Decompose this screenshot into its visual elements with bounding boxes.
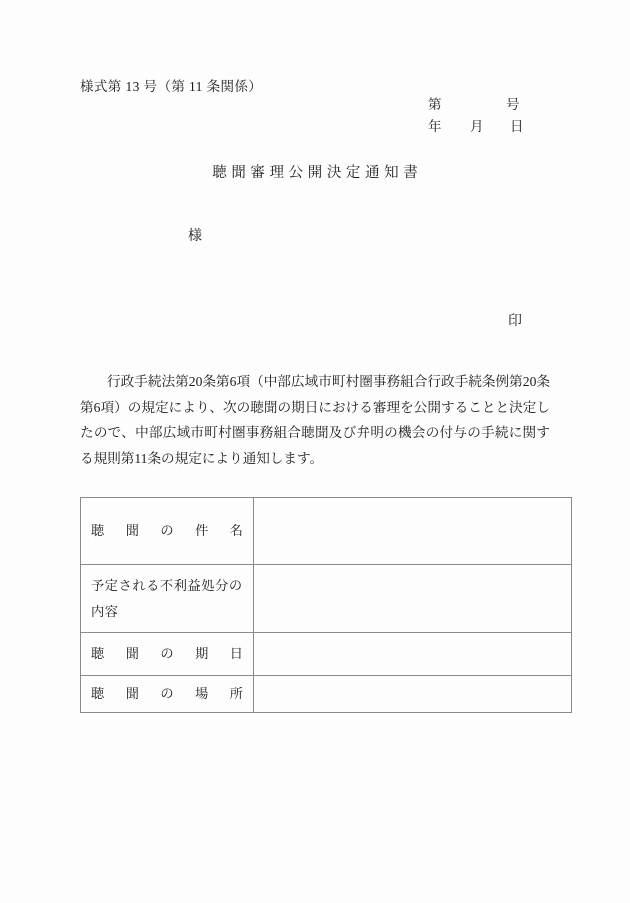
document-number-prefix: 第 [428,97,442,112]
row-value-subject[interactable] [254,498,572,565]
row-value-disposition[interactable] [254,565,572,633]
addressee-honorific: 様 [188,229,202,244]
row-label-subject-text: 聴聞の件名 [91,523,243,539]
document-title: 聴聞審理公開決定通知書 [212,165,423,181]
table-row [81,565,572,633]
seal-mark: 印 [508,314,522,329]
date-day-label: 日 [510,119,524,134]
row-label-disposition-text: 予定される不利益処分の内容 [91,577,243,619]
form-number: 様式第 13 号（第 11 条関係） [80,79,263,94]
table-row [81,676,572,713]
row-label-date-text: 聴聞の期日 [91,646,243,662]
row-label-disposition [81,565,254,633]
table-row [81,498,572,565]
row-value-place[interactable] [254,676,572,713]
body-paragraph: 行政手続法第20条第6項（中部広域市町村圏事務組合行政手続条例第20条第6項）の規定により、次の聴聞の期日における審理を公開することと決定したので、中部広域市町村圏事務組合聴聞及び弁明の機会の付与の手続に関する規則第11条の規定により通知します。 [80,374,550,466]
row-label-subject [81,498,254,565]
row-label-place [81,676,254,713]
row-label-place-text: 聴聞の場所 [91,686,243,702]
row-label-date [81,633,254,676]
document-number-suffix: 号 [506,97,520,112]
date-month-label: 月 [470,119,484,134]
table-row [81,633,572,676]
row-value-date[interactable] [254,633,572,676]
hearing-details-table [80,497,572,713]
date-year-label: 年 [428,119,442,134]
